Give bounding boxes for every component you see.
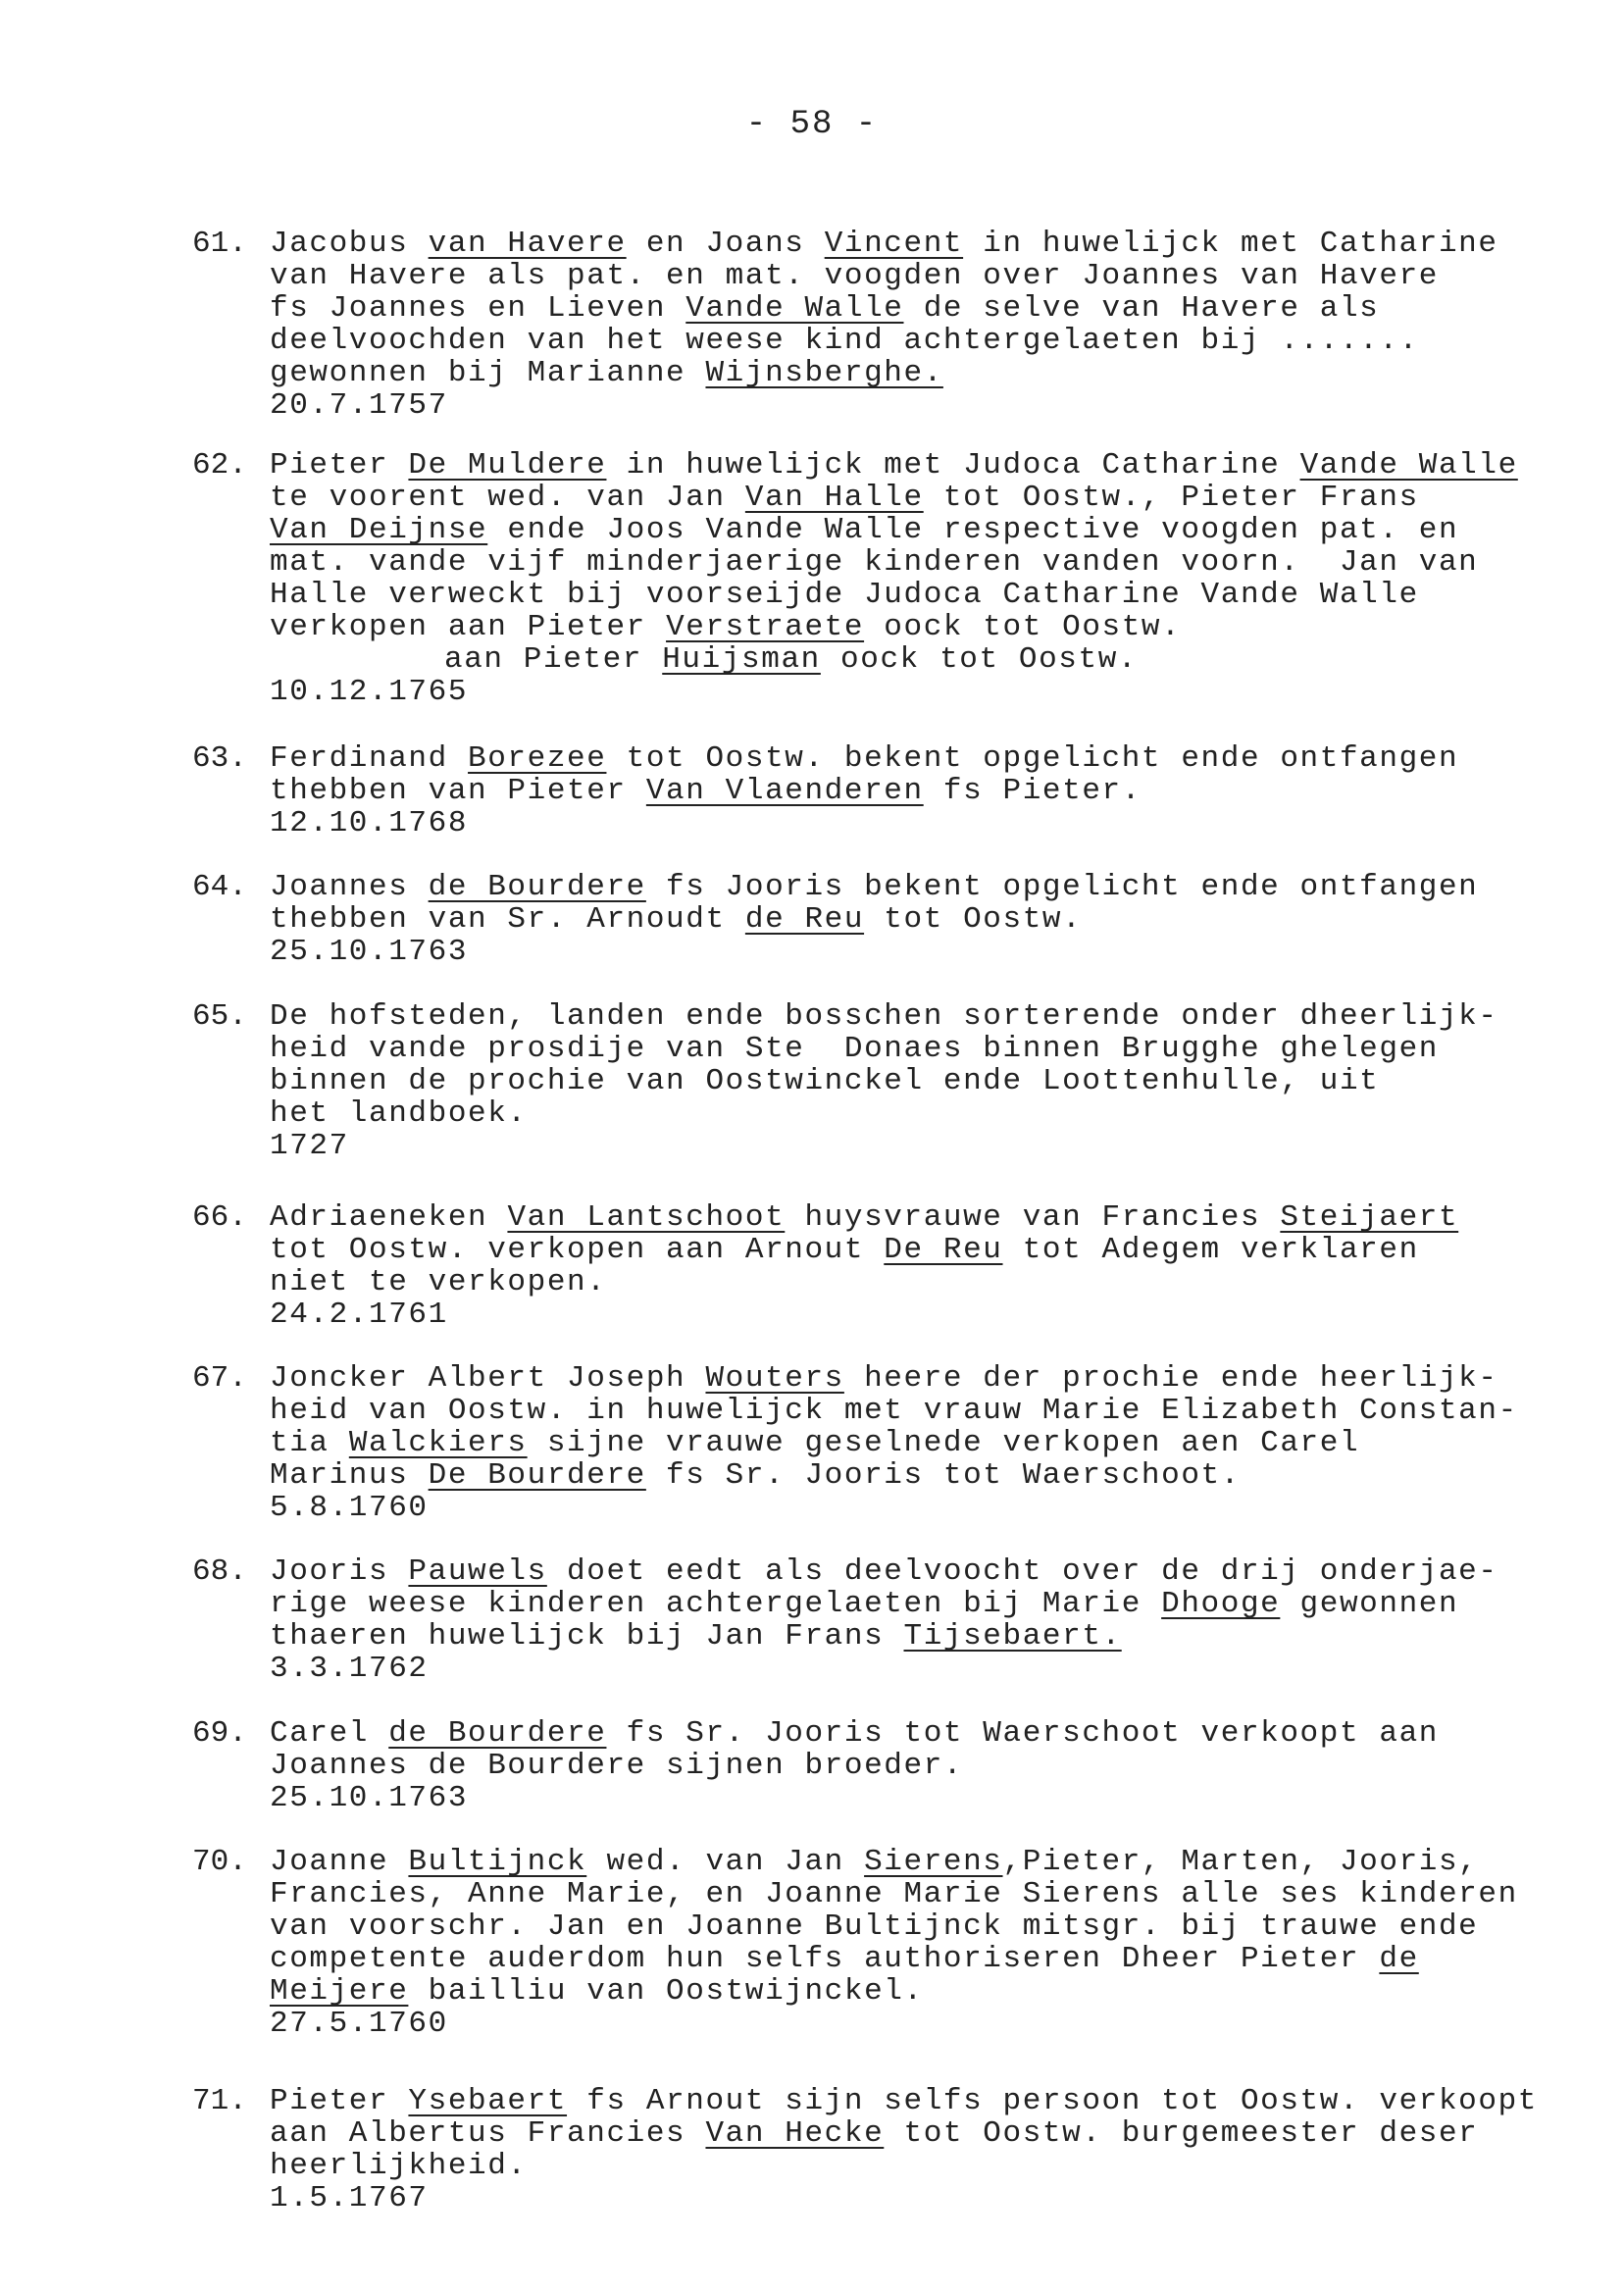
entry-line: [270, 260, 1584, 292]
text-segment: tia: [270, 1426, 349, 1460]
text-segment: in huwelijck met Judoca Catharine: [606, 448, 1300, 483]
entry-text: [270, 871, 1584, 968]
entry-text: [270, 1000, 1584, 1162]
text-segment: tot Adegem verklaren: [1002, 1233, 1419, 1267]
text-segment: gewonnen bij Marianne: [270, 356, 706, 390]
text-segment: te voorent wed. van Jan: [270, 481, 745, 515]
underlined-name: de Bourdere: [428, 870, 646, 904]
text-segment: Halle verweckt bij voorseijde Judoca Catharine Vande Walle: [270, 578, 1419, 612]
underlined-name: Van Lantschoot: [507, 1200, 786, 1235]
underlined-name: de Reu: [744, 902, 865, 937]
underlined-name: Van Vlaenderen: [645, 774, 924, 808]
text-segment: 1.5.1767: [270, 2181, 429, 2215]
text-segment: niet te verkopen.: [270, 1265, 607, 1299]
text-segment: ende Joos Vande Walle respective voogden pat. en: [487, 513, 1459, 547]
entry-line: [270, 742, 1584, 775]
entry-line: [270, 936, 1584, 968]
text-segment: heid van Oostw. in huwelijck met vrauw Marie Elizabeth Constan-: [270, 1394, 1518, 1428]
entry-line: [270, 1097, 1584, 1130]
entry-line: [270, 2150, 1584, 2182]
text-segment: tot Oostw.: [864, 902, 1083, 937]
entry-line: [270, 1362, 1584, 1395]
entry-text: [270, 1717, 1584, 1814]
entry-text: [270, 1201, 1584, 1331]
text-segment: 3.3.1762: [270, 1652, 429, 1686]
entry-line: [270, 1395, 1584, 1427]
entry-text: [270, 742, 1584, 840]
entry-line: [270, 449, 1584, 482]
entry-line: [270, 1555, 1584, 1588]
entry-line: [270, 676, 1584, 708]
entry-line: [270, 357, 1584, 389]
text-segment: competente auderdom hun selfs authoriseren Dheer Pieter: [270, 1942, 1380, 1976]
underlined-name: Ysebaert: [408, 2084, 568, 2118]
text-segment: en Joans: [626, 227, 825, 261]
entry-line: [270, 807, 1584, 840]
text-segment: thebben van Sr. Arnoudt: [270, 902, 745, 937]
text-segment: Francies, Anne Marie, en Joanne Marie Sierens alle ses kinderen: [270, 1877, 1518, 1911]
entry-line: [270, 1033, 1584, 1065]
text-segment: doet eedt als deelvoocht over de drij onderjae-: [546, 1554, 1498, 1589]
text-segment: van Havere als pat. en mat. voogden over Joannes van Havere: [270, 259, 1439, 293]
underlined-name: Van Deijnse: [270, 513, 488, 547]
entry-line: [270, 292, 1584, 325]
text-segment: Carel: [270, 1716, 389, 1751]
text-segment: ,Pieter, Marten, Jooris,: [1002, 1845, 1479, 1879]
text-segment: Jooris: [270, 1554, 409, 1589]
underlined-name: Sierens: [864, 1845, 1003, 1879]
text-segment: fs Arnout sijn selfs persoon tot Oostw. verkoopt: [567, 2084, 1538, 2118]
underlined-name: Huijsman: [662, 642, 821, 677]
entry-line: [270, 1266, 1584, 1298]
underlined-name: Pauwels: [408, 1554, 547, 1589]
entry-line: [270, 2008, 1584, 2040]
text-segment: 5.8.1760: [270, 1491, 429, 1525]
entry-line: [270, 1782, 1584, 1814]
entry-line: [270, 1427, 1584, 1459]
entry-number: 70.: [192, 1845, 247, 1879]
underlined-name: Dhooge: [1161, 1587, 1281, 1621]
text-segment: in huwelijck met Catharine: [963, 227, 1498, 261]
text-segment: fs Sr. Jooris tot Waerschoot.: [645, 1458, 1241, 1493]
underlined-name: Vincent: [824, 227, 964, 261]
text-segment: 27.5.1760: [270, 2007, 448, 2041]
entry-line: [270, 1750, 1584, 1782]
underlined-name: De Bourdere: [428, 1458, 646, 1493]
entry-line: [270, 1201, 1584, 1234]
entry-text: [270, 2085, 1584, 2215]
text-segment: gewonnen: [1280, 1587, 1459, 1621]
text-segment: thebben van Pieter: [270, 774, 646, 808]
text-segment: bailliu van Oostwijnckel.: [408, 1974, 924, 2009]
text-segment: deelvoochden van het weese kind achtergelaeten bij .......: [270, 324, 1419, 358]
entry-line: [270, 643, 1584, 676]
entry-line: [270, 1234, 1584, 1266]
entry-line: [270, 775, 1584, 807]
entry-number: 66.: [192, 1200, 247, 1235]
entry-line: [270, 1298, 1584, 1331]
entry-line: [270, 1130, 1584, 1162]
text-segment: Adriaeneken: [270, 1200, 508, 1235]
text-segment: Joanne: [270, 1845, 409, 1879]
entry-line: [270, 1878, 1584, 1910]
entry-number: 71.: [192, 2084, 247, 2118]
text-segment: heerlijkheid.: [270, 2149, 528, 2183]
text-segment: heere der prochie ende heerlijk-: [843, 1361, 1498, 1396]
entry-line: [270, 1588, 1584, 1620]
entry-line: [270, 482, 1584, 514]
text-segment: Joannes de Bourdere sijnen broeder.: [270, 1749, 964, 1783]
entry-line: [270, 514, 1584, 546]
entry-number: 62.: [192, 448, 247, 483]
entry-text: [270, 1555, 1584, 1685]
text-segment: 24.2.1761: [270, 1298, 448, 1332]
underlined-name: De Muldere: [408, 448, 607, 483]
text-segment: Joncker Albert Joseph: [270, 1361, 706, 1396]
entry-number: 67.: [192, 1361, 247, 1396]
underlined-name: Vande Walle: [685, 291, 904, 326]
entry-number: 61.: [192, 227, 247, 261]
text-segment: 10.12.1765: [270, 675, 469, 709]
text-segment: tot Oostw. burgemeester deser: [884, 2116, 1479, 2151]
underlined-name: Wouters: [705, 1361, 844, 1396]
entry-line: [270, 611, 1584, 643]
text-segment: aan Albertus Francies: [270, 2116, 706, 2151]
text-segment: Pieter: [270, 448, 409, 483]
underlined-name: De Reu: [884, 1233, 1003, 1267]
text-segment: binnen de prochie van Oostwinckel ende Loottenhulle, uit: [270, 1064, 1380, 1098]
entry-line: [270, 389, 1584, 422]
entry-line: [270, 579, 1584, 611]
text-segment: Jacobus: [270, 227, 429, 261]
underlined-name: Steijaert: [1280, 1200, 1459, 1235]
entry-line: [270, 1943, 1584, 1975]
text-segment: 12.10.1768: [270, 806, 469, 840]
text-segment: oock tot Oostw.: [820, 642, 1139, 677]
entry-line: [270, 1492, 1584, 1524]
entry-text: [270, 449, 1584, 708]
entry-line: [270, 1000, 1584, 1033]
text-segment: thaeren huwelijck bij Jan Frans: [270, 1619, 904, 1654]
text-segment: het landboek.: [270, 1096, 528, 1131]
text-segment: wed. van Jan: [586, 1845, 865, 1879]
text-segment: Ferdinand: [270, 741, 469, 776]
entry-line: [270, 228, 1584, 260]
entry-number: 63.: [192, 741, 247, 776]
entry-line: [270, 2117, 1584, 2150]
underlined-name: Borezee: [468, 741, 607, 776]
underlined-name: Meijere: [270, 1974, 409, 2009]
entry-number: 68.: [192, 1554, 247, 1589]
text-segment: oock tot Oostw.: [864, 610, 1182, 644]
entry-line: [270, 546, 1584, 579]
text-segment: huysvrauwe van Francies: [785, 1200, 1281, 1235]
text-segment: mat. vande vijf minderjaerige kinderen vanden voorn. Jan van: [270, 545, 1479, 580]
entry-line: [270, 1065, 1584, 1097]
text-segment: 25.10.1763: [270, 935, 469, 969]
underlined-name: Wijnsberghe.: [705, 356, 943, 390]
underlined-name: Van Hecke: [705, 2116, 885, 2151]
text-segment: De hofsteden, landen ende bosschen sorterende onder dheerlijk-: [270, 999, 1498, 1034]
entry-line: [270, 1910, 1584, 1943]
page-number: - 58 -: [745, 106, 879, 143]
text-segment: Marinus: [270, 1458, 429, 1493]
underlined-name: Tijsebaert.: [903, 1619, 1122, 1654]
text-segment: fs Jooris bekent opgelicht ende ontfangen: [645, 870, 1479, 904]
underlined-name: Bultijnck: [408, 1845, 587, 1879]
text-segment: Joannes: [270, 870, 429, 904]
underlined-name: Van Halle: [744, 481, 924, 515]
text-segment: tot Oostw. bekent opgelicht ende ontfangen: [606, 741, 1459, 776]
text-segment: 25.10.1763: [270, 1781, 469, 1815]
entry-line: [270, 903, 1584, 936]
underlined-name: de: [1379, 1942, 1419, 1976]
entry-text: [270, 1362, 1584, 1524]
text-segment: aan Pieter: [444, 642, 663, 677]
entry-text: [270, 228, 1584, 422]
entry-text: [270, 1846, 1584, 2040]
text-segment: fs Joannes en Lieven: [270, 291, 686, 326]
entry-number: 64.: [192, 870, 247, 904]
text-segment: fs Sr. Jooris tot Waerschoot verkoopt aan: [606, 1716, 1439, 1751]
text-segment: tot Oostw. verkopen aan Arnout: [270, 1233, 885, 1267]
entry-line: [270, 1620, 1584, 1653]
underlined-name: de Bourdere: [388, 1716, 607, 1751]
entry-line: [270, 871, 1584, 903]
text-segment: 20.7.1757: [270, 388, 448, 423]
entry-line: [270, 1717, 1584, 1750]
text-segment: heid vande prosdije van Ste Donaes binnen Brugghe ghelegen: [270, 1032, 1439, 1066]
text-segment: van voorschr. Jan en Joanne Bultijnck mitsgr. bij trauwe ende: [270, 1909, 1479, 1944]
entry-line: [270, 1846, 1584, 1878]
entry-line: [270, 325, 1584, 357]
text-segment: fs Pieter.: [923, 774, 1142, 808]
underlined-name: Verstraete: [666, 610, 865, 644]
underlined-name: Vande Walle: [1299, 448, 1518, 483]
entry-line: [270, 1975, 1584, 2008]
entry-line: [270, 1653, 1584, 1685]
text-segment: verkopen aan Pieter: [270, 610, 667, 644]
text-segment: 1727: [270, 1129, 349, 1163]
entry-line: [270, 1459, 1584, 1492]
underlined-name: Walckiers: [348, 1426, 528, 1460]
entry-number: 69.: [192, 1716, 247, 1751]
entry-line: [270, 2085, 1584, 2117]
text-segment: de selve van Havere als: [903, 291, 1380, 326]
text-segment: tot Oostw., Pieter Frans: [923, 481, 1419, 515]
entry-line: [270, 2182, 1584, 2215]
text-segment: Pieter: [270, 2084, 409, 2118]
text-segment: sijne vrauwe geselnede verkopen aen Carel: [527, 1426, 1360, 1460]
entry-number: 65.: [192, 999, 247, 1034]
text-segment: rige weese kinderen achtergelaeten bij Marie: [270, 1587, 1162, 1621]
underlined-name: van Havere: [428, 227, 627, 261]
